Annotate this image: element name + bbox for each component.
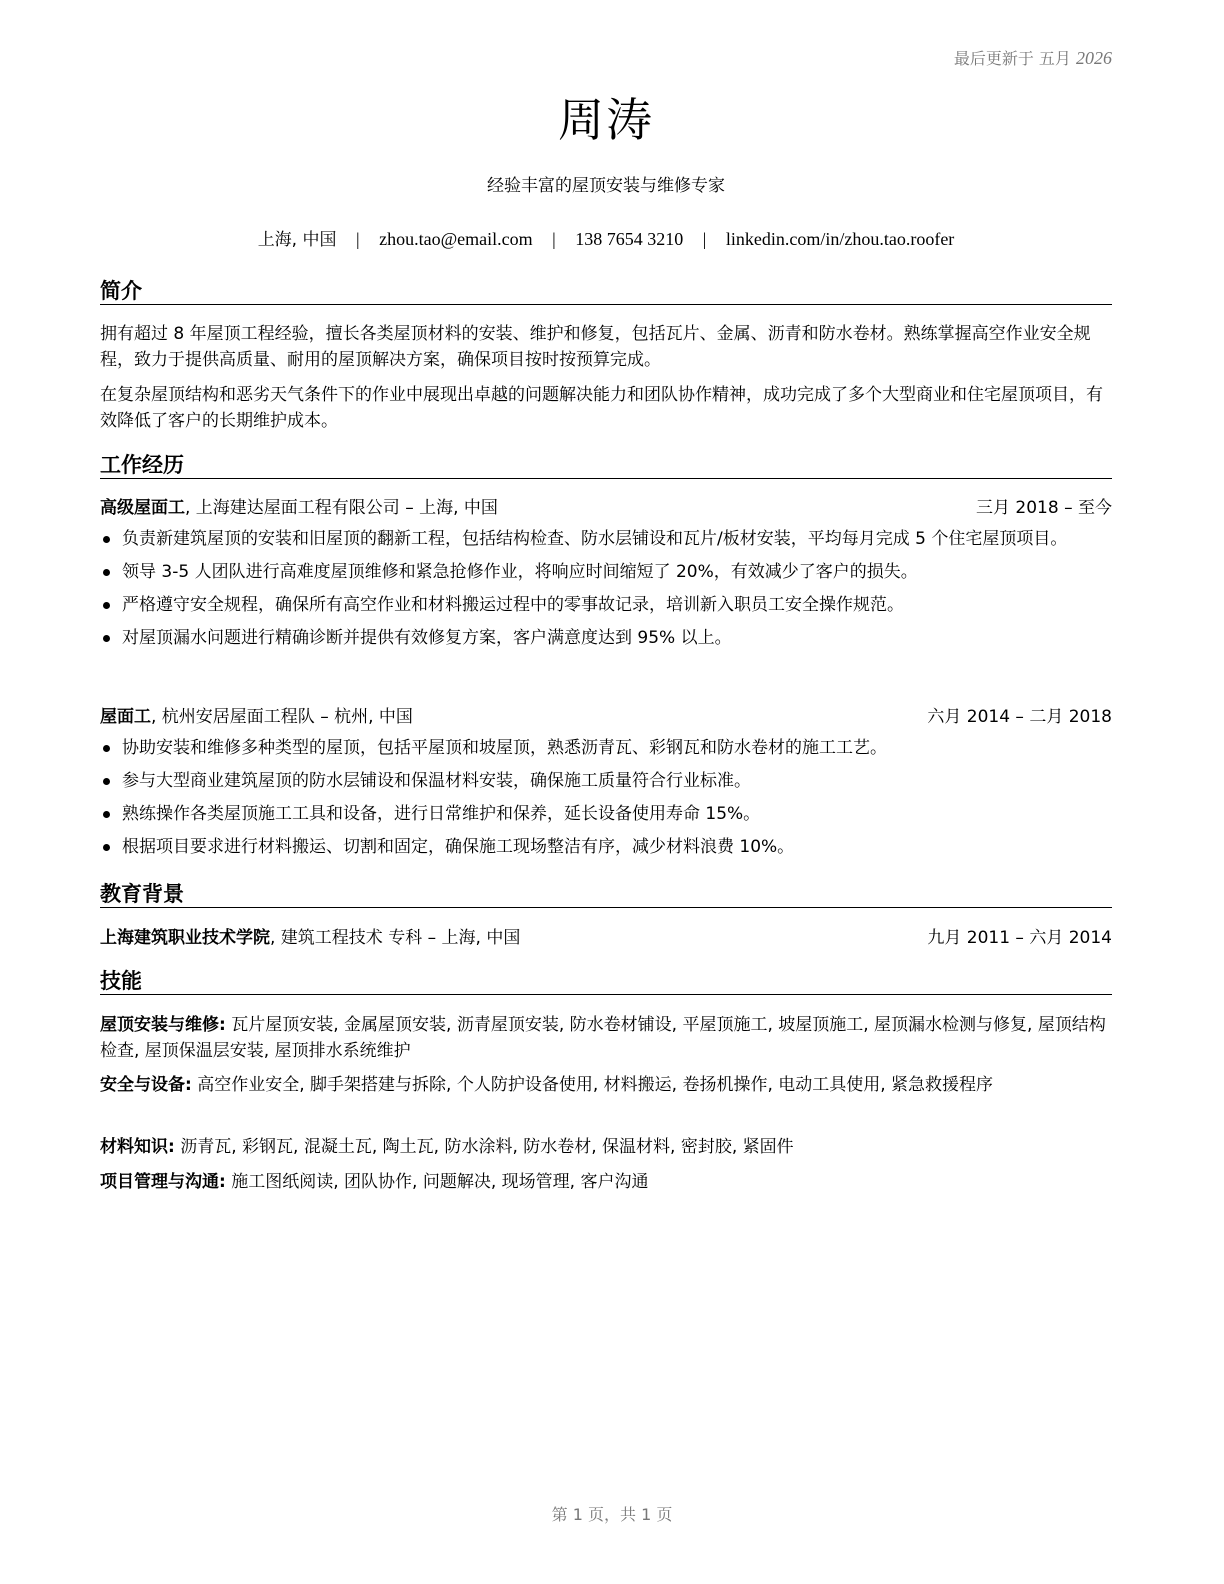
education-dates: 九月 2011 – 六月 2014 — [927, 928, 1112, 948]
skill-label: 屋顶安装与维修: — [100, 1015, 226, 1035]
skill-group — [100, 1012, 1112, 1064]
section-title-experience: 工作经历 — [100, 453, 1112, 479]
list-item: 领导 3-5 人团队进行高难度屋顶维修和紧急抢修作业，将响应时间缩短了 20%，有效减少了客户的损失。 — [100, 559, 1112, 585]
page-footer: 第 1 页，共 1 页 — [551, 1505, 673, 1524]
contact-separator: | — [356, 229, 360, 249]
skill-text: 瓦片屋顶安装, 金属屋顶安装, 沥青屋顶安装, 防水卷材铺设, 平屋顶施工, 坡屋顶施工, 屋顶漏水检测与修复, 屋顶结构检查, 屋顶保温层安装, 屋顶排水系统维护 — [100, 1015, 1106, 1061]
last-updated-year: 2026 — [1076, 48, 1112, 68]
contact-location: 上海, 中国 — [257, 230, 337, 250]
skill-label: 材料知识: — [100, 1137, 175, 1157]
job-header — [100, 496, 1112, 520]
skill-group — [100, 1072, 1112, 1098]
skill-text: 施工图纸阅读, 团队协作, 问题解决, 现场管理, 客户沟通 — [225, 1172, 649, 1192]
skill-group — [100, 1134, 1112, 1160]
contact-separator: | — [552, 229, 556, 249]
contact-email[interactable]: zhou.tao@email.com — [379, 229, 533, 249]
section-title-education: 教育背景 — [100, 882, 1112, 908]
contact-linkedin[interactable]: linkedin.com/in/zhou.tao.roofer — [725, 229, 955, 249]
skill-text: 高空作业安全, 脚手架搭建与拆除, 个人防护设备使用, 材料搬运, 卷扬机操作, 电动工具使用, 紧急救援程序 — [191, 1075, 994, 1095]
job-bullets — [100, 526, 1112, 658]
last-updated — [954, 46, 1112, 69]
job-company: , 上海建达屋面工程有限公司 – 上海, 中国 — [185, 498, 498, 518]
candidate-headline: 经验丰富的屋顶安装与维修专家 — [487, 176, 725, 196]
contact-phone[interactable]: 138 7654 3210 — [575, 229, 684, 249]
list-item: 熟练操作各类屋顶施工工具和设备，进行日常维护和保养，延长设备使用寿命 15%。 — [100, 801, 1112, 827]
skill-label: 项目管理与沟通: — [100, 1172, 226, 1192]
candidate-name: 周涛 — [558, 93, 654, 147]
list-item: 根据项目要求进行材料搬运、切割和固定，确保施工现场整洁有序，减少材料浪费 10%。 — [100, 834, 1112, 860]
list-item: 协助安装和维修多种类型的屋顶，包括平屋顶和坡屋顶，熟悉沥青瓦、彩钢瓦和防水卷材的施工工艺。 — [100, 735, 1112, 761]
skill-group — [100, 1169, 1112, 1195]
job-header — [100, 705, 1112, 729]
list-item: 严格遵守安全规程，确保所有高空作业和材料搬运过程中的零事故记录，培训新入职员工安全操作规范。 — [100, 592, 1112, 618]
education-school: 上海建筑职业技术学院 — [100, 928, 270, 948]
education-detail: , 建筑工程技术 专科 – 上海, 中国 — [270, 928, 521, 948]
job-role: 屋面工 — [100, 707, 151, 727]
section-title-skills: 技能 — [100, 969, 1112, 995]
skill-text: 沥青瓦, 彩钢瓦, 混凝土瓦, 陶土瓦, 防水涂料, 防水卷材, 保温材料, 密封胶, 紧固件 — [174, 1137, 794, 1157]
contact-line — [100, 225, 1112, 250]
job-dates: 六月 2014 – 二月 2018 — [927, 707, 1112, 727]
summary-paragraph: 在复杂屋顶结构和恶劣天气条件下的作业中展现出卓越的问题解决能力和团队协作精神，成功完成了多个大型商业和住宅屋顶项目，有效降低了客户的长期维护成本。 — [100, 385, 1103, 431]
job-bullets — [100, 735, 1112, 867]
summary-paragraph: 拥有超过 8 年屋顶工程经验，擅长各类屋顶材料的安装、维护和修复，包括瓦片、金属、沥青和防水卷材。熟练掌握高空作业安全规程，致力于提供高质量、耐用的屋顶解决方案，确保项目按时按预算完成。 — [100, 324, 1091, 370]
education-row — [100, 926, 1112, 950]
contact-separator: | — [702, 229, 707, 249]
job-dates: 三月 2018 – 至今 — [976, 498, 1112, 518]
list-item: 对屋顶漏水问题进行精确诊断并提供有效修复方案，客户满意度达到 95% 以上。 — [100, 625, 1112, 651]
last-updated-label: 最后更新于 五月 — [953, 49, 1071, 68]
section-title-summary: 简介 — [100, 279, 1112, 305]
list-item: 负责新建筑屋顶的安装和旧屋顶的翻新工程，包括结构检查、防水层铺设和瓦片/板材安装，平均每月完成 5 个住宅屋顶项目。 — [100, 526, 1112, 552]
job-role: 高级屋面工 — [100, 498, 185, 518]
list-item: 参与大型商业建筑屋顶的防水层铺设和保温材料安装，确保施工质量符合行业标准。 — [100, 768, 1112, 794]
job-company: , 杭州安居屋面工程队 – 杭州, 中国 — [151, 707, 413, 727]
skill-label: 安全与设备: — [100, 1075, 192, 1095]
